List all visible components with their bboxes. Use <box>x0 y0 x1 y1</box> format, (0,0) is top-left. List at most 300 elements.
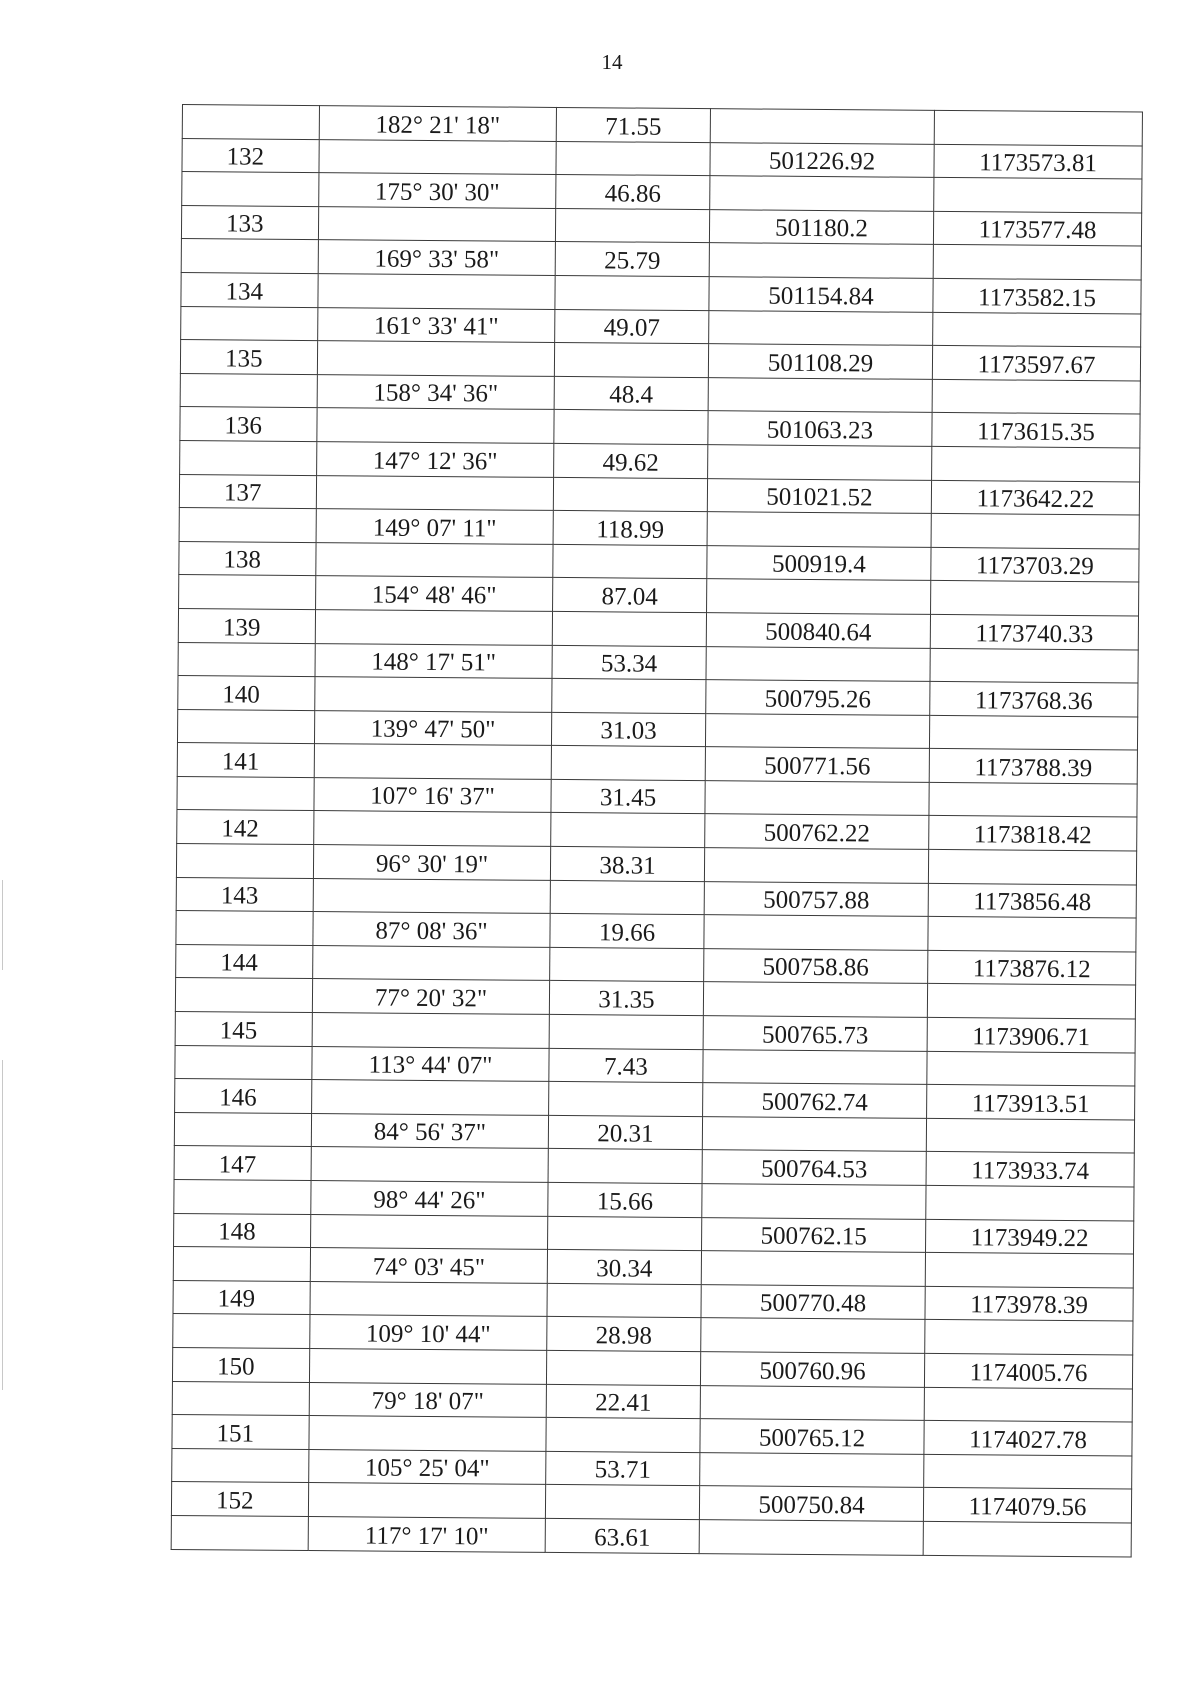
y-coordinate-cell <box>925 1286 1133 1321</box>
distance-cell <box>551 746 705 781</box>
x-coordinate-cell <box>706 613 930 648</box>
point-number-cell <box>172 1347 309 1382</box>
y-coordinate-text: 1173573.81 <box>979 149 1098 178</box>
angle-cell <box>318 240 555 275</box>
distance-cell <box>546 1418 700 1453</box>
y-coordinate-text: 1173906.71 <box>972 1022 1091 1051</box>
point-number-text: 142 <box>221 815 259 843</box>
y-coordinate-text: 1173740.33 <box>975 619 1094 648</box>
point-number-cell <box>181 306 318 341</box>
x-coordinate-text: 500764.53 <box>760 1155 868 1184</box>
x-coordinate-text: 500750.84 <box>758 1491 865 1520</box>
angle-cell <box>308 1516 545 1551</box>
angle-cell <box>316 576 553 611</box>
distance-text: 87.04 <box>601 583 658 611</box>
distance-cell <box>549 1048 703 1083</box>
x-coordinate-text: 500762.22 <box>763 819 871 848</box>
y-coordinate-text: 1173933.74 <box>971 1157 1090 1186</box>
y-coordinate-text: 1173703.29 <box>975 552 1094 581</box>
distance-cell <box>546 1451 700 1486</box>
x-coordinate-cell <box>710 142 934 177</box>
angle-text: 96° 30' 19" <box>375 850 489 879</box>
x-coordinate-text: 500762.74 <box>761 1088 868 1117</box>
angle-cell <box>316 542 553 577</box>
x-coordinate-cell <box>709 310 933 345</box>
y-coordinate-text: 1173582.15 <box>977 283 1097 312</box>
y-coordinate-text: 1173876.12 <box>972 955 1091 984</box>
y-coordinate-cell <box>928 950 1136 985</box>
point-number-cell <box>171 1515 308 1550</box>
angle-cell <box>317 374 554 409</box>
angle-text: 161° 33' 41" <box>373 312 499 341</box>
angle-cell <box>314 777 551 812</box>
x-coordinate-text: 501108.29 <box>767 349 874 378</box>
point-number-cell <box>180 373 317 408</box>
y-coordinate-cell <box>933 245 1141 280</box>
point-number-cell <box>180 440 317 475</box>
distance-cell <box>556 141 710 176</box>
angle-cell <box>317 408 554 443</box>
x-coordinate-text: 500760.96 <box>759 1357 866 1385</box>
distance-cell <box>553 578 707 613</box>
point-number-text: 144 <box>220 949 258 978</box>
angle-cell <box>314 744 551 779</box>
x-coordinate-text: 500795.26 <box>764 685 872 714</box>
angle-cell <box>319 173 556 208</box>
point-number-cell <box>177 776 314 811</box>
y-coordinate-cell <box>929 782 1137 817</box>
x-coordinate-text: 500771.56 <box>764 752 871 781</box>
y-coordinate-cell <box>930 681 1138 716</box>
x-coordinate-cell <box>700 1419 924 1454</box>
distance-text: 25.79 <box>604 247 661 275</box>
distance-text: 31.35 <box>598 986 655 1014</box>
x-coordinate-text: 501154.84 <box>768 282 874 311</box>
x-coordinate-cell <box>705 747 929 782</box>
angle-cell <box>310 1281 547 1316</box>
distance-cell <box>549 981 703 1016</box>
x-coordinate-cell <box>708 344 932 379</box>
angle-text: 154° 48' 46" <box>371 581 497 610</box>
y-coordinate-cell <box>924 1387 1132 1422</box>
x-coordinate-cell <box>703 1083 927 1118</box>
x-coordinate-text: 500919.4 <box>771 550 866 579</box>
angle-cell <box>316 509 553 544</box>
angle-cell <box>318 206 555 241</box>
x-coordinate-text: 500770.48 <box>759 1289 867 1318</box>
distance-text: 28.98 <box>595 1322 653 1350</box>
distance-cell <box>555 242 709 277</box>
distance-cell <box>549 1014 703 1049</box>
distance-cell <box>547 1283 701 1318</box>
y-coordinate-cell <box>923 1521 1131 1556</box>
distance-cell <box>550 846 704 881</box>
distance-cell <box>554 376 708 411</box>
distance-cell <box>553 477 707 512</box>
y-coordinate-text: 1173642.22 <box>976 485 1095 514</box>
distance-cell <box>548 1182 702 1217</box>
point-number-cell <box>176 844 313 879</box>
distance-cell <box>555 309 709 344</box>
angle-cell <box>310 1315 547 1350</box>
point-number-cell <box>174 1179 311 1214</box>
point-number-cell <box>179 508 316 543</box>
angle-cell <box>316 475 553 510</box>
point-number-text: 151 <box>216 1420 255 1448</box>
x-coordinate-text: 500765.73 <box>761 1021 869 1050</box>
page-number: 14 <box>601 50 623 74</box>
distance-cell <box>554 443 708 478</box>
x-coordinate-cell <box>701 1284 925 1319</box>
x-coordinate-cell <box>702 1184 926 1219</box>
point-number-cell <box>173 1314 310 1349</box>
distance-cell <box>555 208 709 243</box>
distance-text: 22.41 <box>595 1389 652 1417</box>
angle-cell <box>315 609 552 644</box>
distance-text: 118.99 <box>596 515 665 544</box>
coordinate-table <box>171 104 1143 1557</box>
y-coordinate-cell <box>930 648 1138 683</box>
angle-text: 147° 12' 36" <box>372 447 498 476</box>
point-number-text: 137 <box>223 479 262 507</box>
distance-cell <box>548 1115 702 1150</box>
y-coordinate-cell <box>925 1253 1133 1288</box>
y-coordinate-cell <box>926 1152 1134 1187</box>
y-coordinate-cell <box>931 547 1139 582</box>
point-number-cell <box>175 1012 312 1047</box>
angle-cell <box>319 106 556 141</box>
angle-text: 182° 21' 18" <box>375 111 501 140</box>
point-number-text: 146 <box>219 1084 257 1112</box>
angle-text: 77° 20' 32" <box>374 984 488 1013</box>
y-coordinate-text: 1174005.76 <box>969 1358 1088 1387</box>
distance-text: 46.86 <box>604 180 662 208</box>
point-number-text: 134 <box>225 277 264 306</box>
x-coordinate-cell <box>708 411 932 446</box>
y-coordinate-text: 1173597.67 <box>977 351 1096 379</box>
angle-text: 169° 33' 58" <box>374 245 500 274</box>
x-coordinate-cell <box>706 680 930 715</box>
point-number-text: 145 <box>219 1016 258 1045</box>
point-number-cell <box>171 1482 308 1517</box>
distance-cell <box>546 1350 700 1385</box>
x-coordinate-cell <box>707 512 931 547</box>
distance-cell <box>555 275 709 310</box>
y-coordinate-cell <box>932 379 1140 414</box>
scan-margin-mark <box>2 1060 3 1390</box>
point-number-text: 139 <box>222 613 261 642</box>
x-coordinate-cell <box>706 646 930 681</box>
y-coordinate-text: 1173577.48 <box>978 216 1097 245</box>
point-number-text: 138 <box>223 546 262 574</box>
y-coordinate-text: 1173615.35 <box>976 418 1095 447</box>
x-coordinate-cell <box>707 545 931 580</box>
x-coordinate-text: 500765.12 <box>758 1424 866 1453</box>
y-coordinate-cell <box>926 1118 1134 1153</box>
point-number-cell <box>174 1213 311 1248</box>
y-coordinate-cell <box>927 1085 1135 1120</box>
point-number-cell <box>182 105 319 140</box>
y-coordinate-cell <box>932 413 1140 448</box>
angle-cell <box>317 442 554 477</box>
angle-cell <box>309 1349 546 1384</box>
distance-text: 63.61 <box>594 1523 651 1552</box>
distance-cell <box>552 645 706 680</box>
point-number-text: 147 <box>218 1151 257 1179</box>
distance-text: 53.34 <box>600 650 658 678</box>
angle-text: 149° 07' 11" <box>372 514 497 543</box>
y-coordinate-cell <box>932 346 1140 381</box>
y-coordinate-text: 1173978.39 <box>970 1291 1089 1320</box>
distance-cell <box>552 611 706 646</box>
point-number-cell <box>181 239 318 274</box>
point-number-cell <box>182 172 319 207</box>
y-coordinate-cell <box>933 312 1141 347</box>
angle-cell <box>310 1248 547 1283</box>
angle-cell <box>313 845 550 880</box>
x-coordinate-text: 501063.23 <box>766 416 874 445</box>
x-coordinate-cell <box>710 176 934 211</box>
point-number-cell <box>176 911 313 946</box>
point-number-cell <box>172 1415 309 1450</box>
distance-cell <box>554 343 708 378</box>
angle-text: 148° 17' 51" <box>371 648 497 677</box>
x-coordinate-text: 500757.88 <box>763 886 870 915</box>
x-coordinate-cell <box>700 1452 924 1487</box>
point-number-cell <box>174 1112 311 1147</box>
x-coordinate-text: 500762.15 <box>760 1222 867 1251</box>
coordinate-table-wrapper <box>171 104 1142 1557</box>
point-number-cell <box>175 1079 312 1114</box>
y-coordinate-cell <box>931 480 1139 515</box>
angle-cell <box>318 307 555 342</box>
x-coordinate-cell <box>709 243 933 278</box>
distance-cell <box>552 679 706 714</box>
y-coordinate-cell <box>933 211 1141 246</box>
y-coordinate-text: 1173913.51 <box>971 1090 1090 1118</box>
angle-cell <box>311 1214 548 1249</box>
x-coordinate-text: 500758.86 <box>762 954 869 982</box>
y-coordinate-cell <box>926 1185 1134 1220</box>
y-coordinate-cell <box>923 1488 1131 1523</box>
angle-text: 139° 47' 50" <box>370 715 496 744</box>
x-coordinate-cell <box>708 445 932 480</box>
x-coordinate-cell <box>704 915 928 950</box>
y-coordinate-text: 1173856.48 <box>973 888 1092 917</box>
point-number-cell <box>178 642 315 677</box>
distance-cell <box>551 712 705 747</box>
x-coordinate-cell <box>701 1251 925 1286</box>
angle-text: 74° 03' 45" <box>372 1253 486 1282</box>
x-coordinate-cell <box>707 579 931 614</box>
distance-cell <box>551 813 705 848</box>
point-number-cell <box>178 608 315 643</box>
distance-cell <box>549 1082 703 1117</box>
distance-text: 71.55 <box>605 112 662 141</box>
angle-cell <box>317 341 554 376</box>
x-coordinate-text: 501021.52 <box>766 483 873 512</box>
leg-row <box>171 1515 1131 1556</box>
point-number-text: 143 <box>220 882 259 910</box>
distance-text: 49.07 <box>603 314 660 342</box>
y-coordinate-cell <box>929 749 1137 784</box>
x-coordinate-cell <box>702 1116 926 1151</box>
angle-cell <box>311 1181 548 1216</box>
x-coordinate-cell <box>699 1486 923 1521</box>
angle-cell <box>312 979 549 1014</box>
distance-cell <box>556 175 710 210</box>
scan-margin-mark <box>2 880 3 970</box>
distance-cell <box>550 914 704 949</box>
y-coordinate-cell <box>934 110 1142 145</box>
x-coordinate-text: 500840.64 <box>765 618 872 646</box>
point-number-cell <box>178 676 315 711</box>
distance-text: 7.43 <box>603 1053 648 1081</box>
y-coordinate-cell <box>931 581 1139 616</box>
point-number-cell <box>179 541 316 576</box>
angle-cell <box>313 912 550 947</box>
distance-text: 48.4 <box>609 381 654 410</box>
x-coordinate-cell <box>704 948 928 983</box>
angle-cell <box>312 1080 549 1115</box>
angle-cell <box>309 1416 546 1451</box>
y-coordinate-cell <box>932 446 1140 481</box>
y-coordinate-cell <box>925 1320 1133 1355</box>
point-number-text: 135 <box>224 345 263 373</box>
x-coordinate-cell <box>703 1016 927 1051</box>
point-number-cell <box>180 407 317 442</box>
angle-text: 117° 17' 10" <box>364 1522 489 1550</box>
point-number-text: 133 <box>225 210 264 239</box>
distance-cell <box>547 1250 701 1285</box>
distance-cell <box>548 1149 702 1184</box>
x-coordinate-cell <box>710 109 934 144</box>
y-coordinate-cell <box>927 1051 1135 1086</box>
y-coordinate-cell <box>924 1421 1132 1456</box>
y-coordinate-cell <box>930 614 1138 649</box>
x-coordinate-cell <box>702 1150 926 1185</box>
point-number-cell <box>176 877 313 912</box>
angle-text: 105° 25' 04" <box>364 1454 490 1483</box>
y-coordinate-cell <box>929 816 1137 851</box>
point-number-cell <box>173 1280 310 1315</box>
x-coordinate-cell <box>709 277 933 312</box>
angle-cell <box>314 811 551 846</box>
y-coordinate-cell <box>931 514 1139 549</box>
point-number-cell <box>177 810 314 845</box>
x-coordinate-cell <box>703 1049 927 1084</box>
angle-cell <box>309 1382 546 1417</box>
distance-text: 20.31 <box>597 1120 654 1149</box>
y-coordinate-cell <box>924 1353 1132 1388</box>
distance-cell <box>550 880 704 915</box>
x-coordinate-cell <box>704 881 928 916</box>
point-number-text: 152 <box>215 1487 254 1515</box>
angle-cell <box>315 677 552 712</box>
x-coordinate-cell <box>705 713 929 748</box>
point-number-cell <box>181 272 318 307</box>
point-number-text: 132 <box>226 143 265 171</box>
distance-cell <box>546 1384 700 1419</box>
y-coordinate-text: 1173949.22 <box>970 1224 1089 1253</box>
point-number-cell <box>177 743 314 778</box>
point-number-cell <box>180 340 317 375</box>
y-coordinate-cell <box>934 178 1142 213</box>
angle-text: 113° 44' 07" <box>368 1051 493 1080</box>
x-coordinate-text: 501180.2 <box>775 215 869 243</box>
y-coordinate-text: 1173768.36 <box>974 686 1093 715</box>
y-coordinate-cell <box>927 1017 1135 1052</box>
distance-cell <box>545 1518 699 1553</box>
angle-cell <box>313 878 550 913</box>
distance-text: 31.03 <box>600 717 657 746</box>
angle-cell <box>318 274 555 309</box>
x-coordinate-cell <box>707 478 931 513</box>
y-coordinate-cell <box>924 1454 1132 1489</box>
point-number-cell <box>173 1247 310 1282</box>
point-number-cell <box>172 1448 309 1483</box>
point-number-cell <box>177 709 314 744</box>
y-coordinate-cell <box>928 917 1136 952</box>
coordinate-table-body <box>171 105 1142 1557</box>
x-coordinate-text: 501226.92 <box>768 147 876 176</box>
y-coordinate-text: 1173788.39 <box>974 754 1093 783</box>
y-coordinate-text: 1174027.78 <box>969 1425 1088 1454</box>
y-coordinate-cell <box>927 984 1135 1019</box>
x-coordinate-cell <box>708 377 932 412</box>
angle-text: 175° 30' 30" <box>374 178 500 207</box>
angle-cell <box>313 945 550 980</box>
point-number-cell <box>174 1146 311 1181</box>
angle-text: 98° 44' 26" <box>373 1186 486 1215</box>
x-coordinate-cell <box>709 209 933 244</box>
distance-cell <box>545 1485 699 1520</box>
angle-cell <box>319 139 556 174</box>
distance-cell <box>556 107 710 142</box>
x-coordinate-cell <box>703 982 927 1017</box>
y-coordinate-cell <box>926 1219 1134 1254</box>
point-number-text: 148 <box>218 1218 256 1246</box>
point-number-text: 136 <box>224 412 263 440</box>
point-number-cell <box>172 1381 309 1416</box>
distance-text: 31.45 <box>599 784 657 813</box>
x-coordinate-cell <box>704 848 928 883</box>
point-number-text: 150 <box>216 1352 255 1381</box>
y-coordinate-cell <box>933 278 1141 313</box>
y-coordinate-cell <box>934 144 1142 179</box>
point-number-cell <box>175 978 312 1013</box>
angle-cell <box>311 1113 548 1148</box>
x-coordinate-cell <box>699 1520 923 1555</box>
angle-cell <box>309 1449 546 1484</box>
angle-text: 158° 34' 36" <box>373 379 499 408</box>
angle-text: 79° 18' 07" <box>371 1387 485 1416</box>
angle-text: 109° 10' 44" <box>365 1320 491 1349</box>
distance-cell <box>553 511 707 546</box>
point-number-text: 141 <box>221 748 260 776</box>
x-coordinate-cell <box>705 781 929 816</box>
distance-cell <box>553 544 707 579</box>
angle-text: 107° 16' 37" <box>370 782 496 811</box>
distance-cell <box>550 947 704 982</box>
angle-cell <box>315 643 552 678</box>
distance-cell <box>547 1317 701 1352</box>
y-coordinate-text: 1173818.42 <box>973 821 1092 850</box>
x-coordinate-cell <box>701 1318 925 1353</box>
distance-cell <box>548 1216 702 1251</box>
distance-cell <box>551 779 705 814</box>
x-coordinate-cell <box>702 1217 926 1252</box>
